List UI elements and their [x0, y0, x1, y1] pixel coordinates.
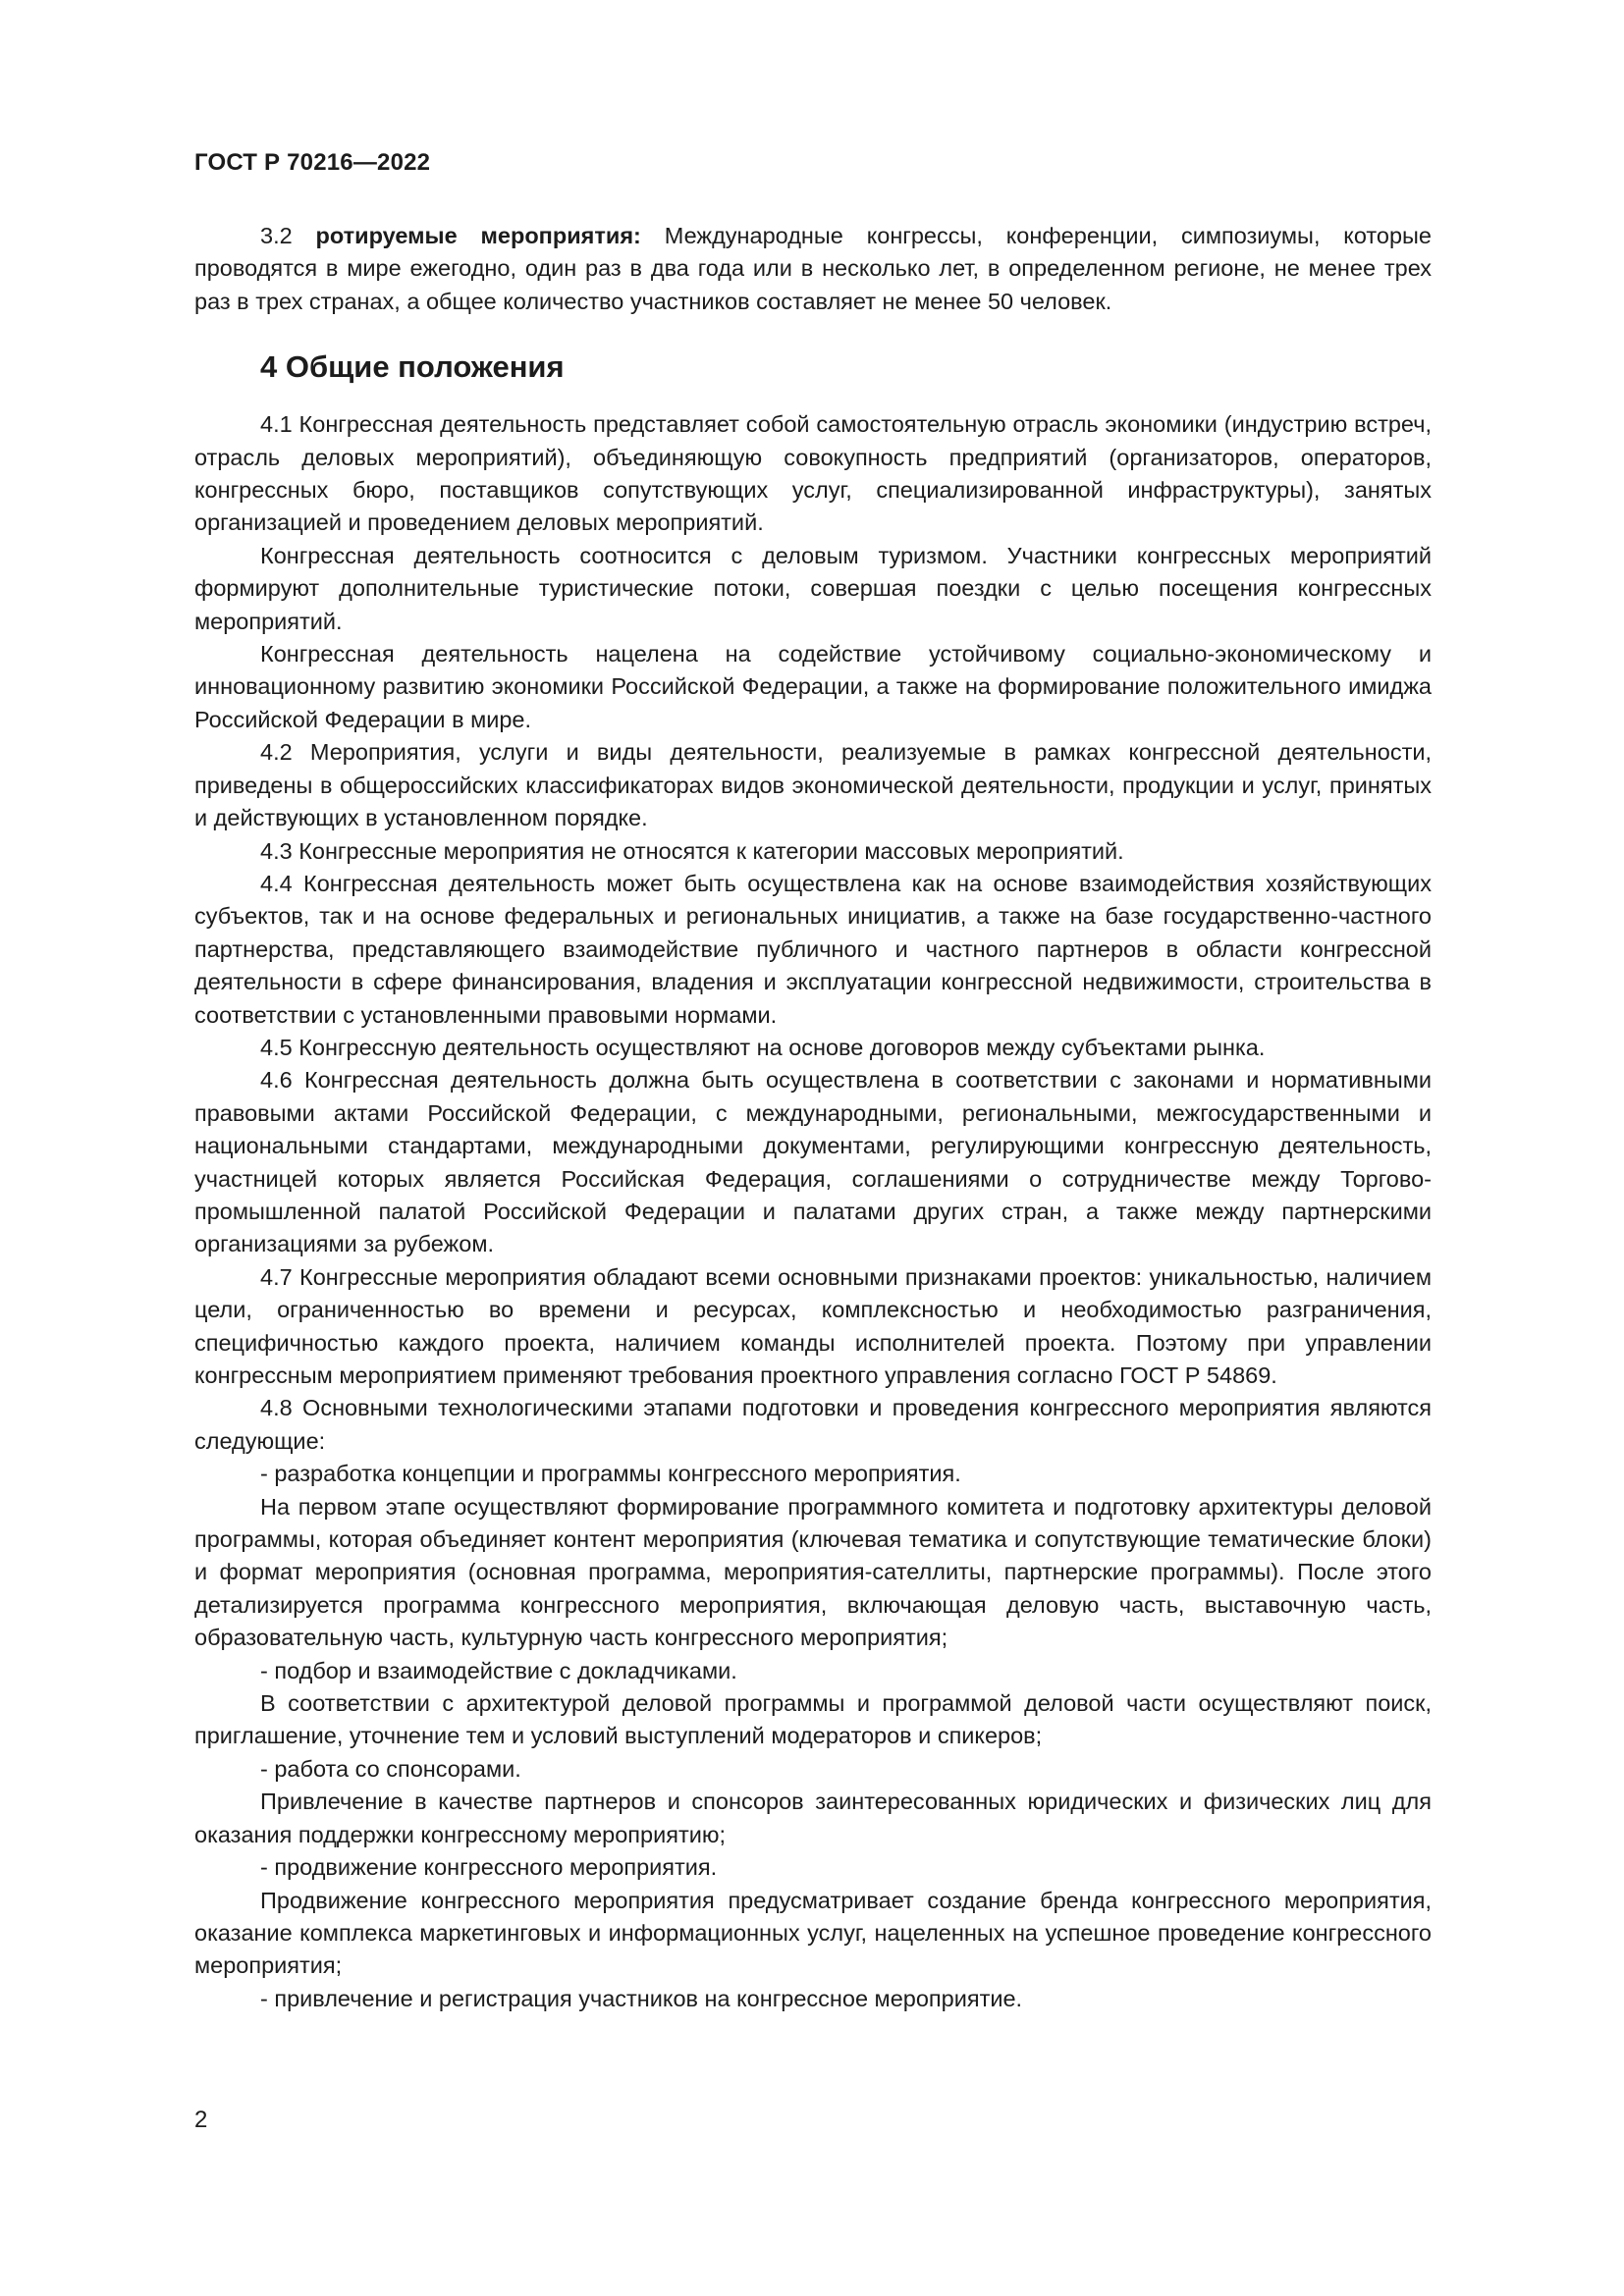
list-item: - подбор и взаимодействие с докладчиками.	[260, 1657, 737, 1683]
section-heading: 4 Общие положения	[260, 349, 565, 385]
paragraph: На первом этапе осуществляют формирование программного комитета и подготовку архитектуры деловой программы, которая объединяет контент мероприятия (ключевая тематика и сопутствующие тематические блоки) и формат мероприятия (основная программа, мероприятия-сателлиты, партнерские программы). После этого детализируется программа конгрессного мероприятия, включающая деловую часть, выставочную часть, образовательную часть, культурную часть конгрессного мероприятия;	[194, 1493, 1432, 1651]
document-code-header: ГОСТ Р 70216—2022	[194, 149, 431, 176]
paragraph: 4.3 Конгрессные мероприятия не относятся к категории массовых мероприятий.	[260, 837, 1124, 864]
paragraph: 4.6 Конгрессная деятельность должна быть осуществлена в соответствии с законами и нормативными правовыми актами Российской Федерации, с международными, региональными, межгосударственными и национальными стандартами, международными документами, регулирующими конгрессную деятельность, участницей которых является Российская Федерация, соглашениями о сотрудничестве между Торгово-промышленной палатой Российской Федерации и палатами других стран, а также между партнерскими организациями за рубежом.	[194, 1067, 1432, 1257]
document-body	[194, 220, 1432, 2015]
paragraph-3-2	[194, 220, 1432, 318]
paragraph: 4.5 Конгрессную деятельность осуществляют на основе договоров между субъектами рынка.	[260, 1034, 1266, 1060]
paragraph: Конгрессная деятельность нацелена на содействие устойчивому социально-экономическому и инновационному развитию экономики Российской Федерации, а также на формирование положительного имиджа Российской Федерации в мире.	[194, 641, 1432, 732]
paragraph: В соответствии с архитектурой деловой программы и программой деловой части осуществляют поиск, приглашение, уточнение тем и условий выступлений модераторов и спикеров;	[194, 1690, 1432, 1749]
paragraph: 4.8 Основными технологическими этапами подготовки и проведения конгрессного мероприятия являются следующие:	[194, 1395, 1432, 1454]
paragraph: 4.4 Конгрессная деятельность может быть осуществлена как на основе взаимодействия хозяйствующих субъектов, так и на основе федеральных и региональных инициатив, а также на базе государственно-частного партнерства, представляющего взаимодействие публичного и частного партнеров в области конгрессной деятельности в сфере финансирования, владения и эксплуатации конгрессной недвижимости, строительства в соответствии с установленными правовыми нормами.	[194, 870, 1432, 1028]
clause-number: 3.2	[260, 223, 316, 248]
paragraph: 4.7 Конгрессные мероприятия обладают всеми основными признаками проектов: уникальностью, наличием цели, ограниченностью во времени и ресурсах, комплексностью и необходимостью разграничения, специфичностью каждого проекта, наличием команды исполнителей проекта. Поэтому при управлении конгрессным мероприятием применяют требования проектного управления согласно ГОСТ Р 54869.	[194, 1263, 1432, 1388]
paragraph: 4.1 Конгрессная деятельность представляет собой самостоятельную отрасль экономики (индустрию встреч, отрасль деловых мероприятий), объединяющую совокупность предприятий (организаторов, операторов, конгрессных бюро, поставщиков сопутствующих услуг, специализированной инфраструктуры), занятых организацией и проведением деловых мероприятий.	[194, 411, 1432, 536]
paragraph: Конгрессная деятельность соотносится с деловым туризмом. Участники конгрессных мероприятий формируют дополнительные туристические потоки, совершая поездки с целью посещения конгрессных мероприятий.	[194, 542, 1432, 634]
definition-text: Международные конгрессы, конференции, симпозиумы, которые проводятся в мире ежегодно, один раз в два года или в несколько лет, в определенном регионе, не менее трех раз в трех странах, а общее количество участников составляет не менее 50 человек.	[194, 223, 1433, 314]
page-number: 2	[194, 2107, 208, 2133]
paragraph: 4.2 Мероприятия, услуги и виды деятельности, реализуемые в рамках конгрессной деятельности, приведены в общероссийских классификаторах видов экономической деятельности, продукции и услуг, принятых и действующих в установленном порядке.	[194, 739, 1432, 831]
paragraph: Привлечение в качестве партнеров и спонсоров заинтересованных юридических и физических лиц для оказания поддержки конгрессному мероприятию;	[194, 1789, 1432, 1847]
paragraph: Продвижение конгрессного мероприятия предусматривает создание бренда конгрессного мероприятия, оказание комплекса маркетинговых и информационных услуг, нацеленных на успешное проведение конгрессного мероприятия;	[194, 1887, 1432, 1979]
list-item: - продвижение конгрессного мероприятия.	[260, 1854, 718, 1881]
list-item: - привлечение и регистрация участников на конгрессное мероприятие.	[260, 1985, 1023, 2011]
list-item: - разработка концепции и программы конгрессного мероприятия.	[260, 1461, 961, 1487]
list-item: - работа со спонсорами.	[260, 1755, 521, 1782]
defined-term: ротируемые мероприятия:	[315, 223, 641, 248]
